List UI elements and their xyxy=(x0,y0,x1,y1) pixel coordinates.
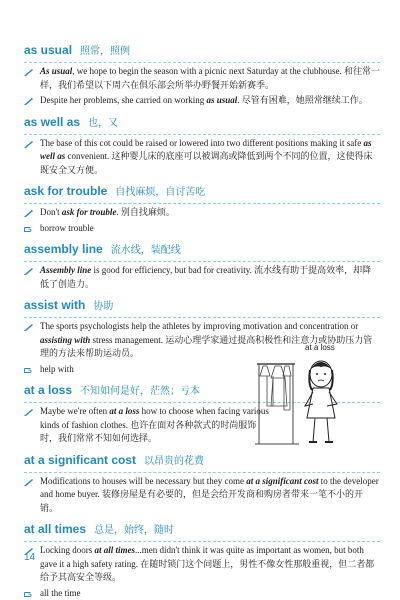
illustration-caption: at a loss xyxy=(305,343,335,352)
pen-icon xyxy=(24,97,34,105)
entry-heading xyxy=(24,297,380,318)
highlighted-term: at all times xyxy=(95,545,136,555)
entry-term: at a loss xyxy=(24,383,72,397)
highlighted-term: ask for trouble xyxy=(62,207,117,217)
dictionary-page xyxy=(24,36,380,600)
entry-term: ask for trouble xyxy=(24,184,107,198)
entry-term: assist with xyxy=(24,298,85,312)
entry-gloss: 自找麻烦，自讨苦吃 xyxy=(115,187,205,198)
highlighted-term: at a loss xyxy=(109,406,139,416)
confused-girl-illustration xyxy=(255,340,353,448)
example-sentence xyxy=(24,206,380,220)
example-sentence xyxy=(24,65,380,92)
sentence-text: Maybe we're often xyxy=(40,406,109,416)
entry-heading xyxy=(24,114,380,135)
example-sentence xyxy=(24,137,380,178)
entry xyxy=(24,452,380,516)
entry xyxy=(24,521,380,600)
entry-gloss: 以昂贵的花费 xyxy=(144,456,204,467)
entry-gloss: 也，又 xyxy=(88,118,118,129)
related-phrase xyxy=(24,222,380,236)
entry-gloss: 总是，始终，随时 xyxy=(94,525,174,536)
sentence-text: is good for efficiency, but bad for creativity. 流水线有助于提高效率，却降低了创造力。 xyxy=(40,265,371,289)
highlighted-term: as well as xyxy=(40,138,372,162)
entry xyxy=(24,114,380,178)
sentence-text: borrow trouble xyxy=(40,223,94,233)
entry-heading xyxy=(24,183,380,204)
entry xyxy=(24,183,380,235)
pen-icon xyxy=(24,478,34,486)
highlighted-term: at a significant cost xyxy=(246,476,318,486)
example-sentence xyxy=(24,94,380,108)
entry-heading xyxy=(24,241,380,262)
entry-heading xyxy=(24,42,380,63)
pointing-hand-icon xyxy=(24,590,34,598)
sentence-text: The sports psychologists help the athletes by improving motivation and concentration or xyxy=(40,321,358,331)
sentence-text: Modifications to houses will be necessary but they come xyxy=(40,476,246,486)
entry xyxy=(24,241,380,291)
sentence-text: how to choose when facing various kinds of fashion clothes. 也许在面对各种款式的时尚服饰时，我们常常不知如何选择。 xyxy=(40,406,269,443)
example-sentence xyxy=(24,544,380,585)
sentence-text: The base of this cot could be raised or lowered into two different positions making it safe xyxy=(40,138,364,148)
sentence-text: Locking doors xyxy=(40,545,95,555)
sentence-text: ...men didn't think it was quite as important as women, but both gave it a high safety rating. 在随时锁门这个问题上，男性不像女性那般重视，但二者都给予其高安全等级。 xyxy=(40,545,374,582)
sentence-text: . 尽管有困难，她照常继续工作。 xyxy=(237,95,368,105)
pen-icon xyxy=(24,209,34,217)
entry-gloss: 协助 xyxy=(93,301,113,312)
entry-term: at all times xyxy=(24,522,86,536)
highlighted-term: Assembly line xyxy=(40,265,91,275)
sentence-text: Despite her problems, she carried on working xyxy=(40,95,206,105)
entry-heading xyxy=(24,452,380,473)
highlighted-term: assisting with xyxy=(40,335,90,345)
sentence-text: help with xyxy=(40,364,74,374)
highlighted-term: as usual xyxy=(206,95,237,105)
sentence-text: stress management. 运动心理学家通过提高积极性和注意力或协助压力管理的方法来帮助运动员。 xyxy=(40,335,372,359)
pointing-hand-icon xyxy=(24,366,34,374)
entry-term: assembly line xyxy=(24,242,103,256)
sentence-text: convenient. 这种婴儿床的底座可以被调高或降低到两个不同的位置，这使得床既安全又方便。 xyxy=(40,151,373,175)
pointing-hand-icon xyxy=(24,225,34,233)
entry-heading xyxy=(24,521,380,542)
pen-icon xyxy=(24,68,34,76)
example-sentence xyxy=(24,475,380,516)
pen-icon xyxy=(24,323,34,331)
sentence-text: all the time xyxy=(40,588,81,598)
sentence-text: . 别自找麻烦。 xyxy=(116,207,175,217)
page-number: 14 xyxy=(24,552,35,563)
entry-gloss: 照常，照例 xyxy=(80,46,130,57)
entry-gloss: 流水线，装配线 xyxy=(111,245,181,256)
sentence-text: Don't xyxy=(40,207,62,217)
pen-icon xyxy=(24,408,34,416)
example-sentence xyxy=(24,405,270,446)
entry-term: at a significant cost xyxy=(24,453,136,467)
example-sentence xyxy=(24,264,380,291)
entry-gloss: 不知如何是好，茫然；亏本 xyxy=(80,386,200,397)
entry xyxy=(24,42,380,108)
sentence-text: to the developer and home buyer. 装修房屋是有必要的，但是会给开发商和购房者带来一笔不小的开销。 xyxy=(40,476,379,513)
pen-icon xyxy=(24,267,34,275)
sentence-text: , we hope to begin the season with a picnic next Saturday at the clubhouse. 和往常一样，我们希望以下周六在俱乐部会所举办野餐开始新赛季。 xyxy=(40,66,380,90)
entry-term: as well as xyxy=(24,115,80,129)
related-phrase xyxy=(24,587,380,600)
pen-icon xyxy=(24,140,34,148)
highlighted-term: As usual xyxy=(40,66,72,76)
entry-term: as usual xyxy=(24,43,72,57)
